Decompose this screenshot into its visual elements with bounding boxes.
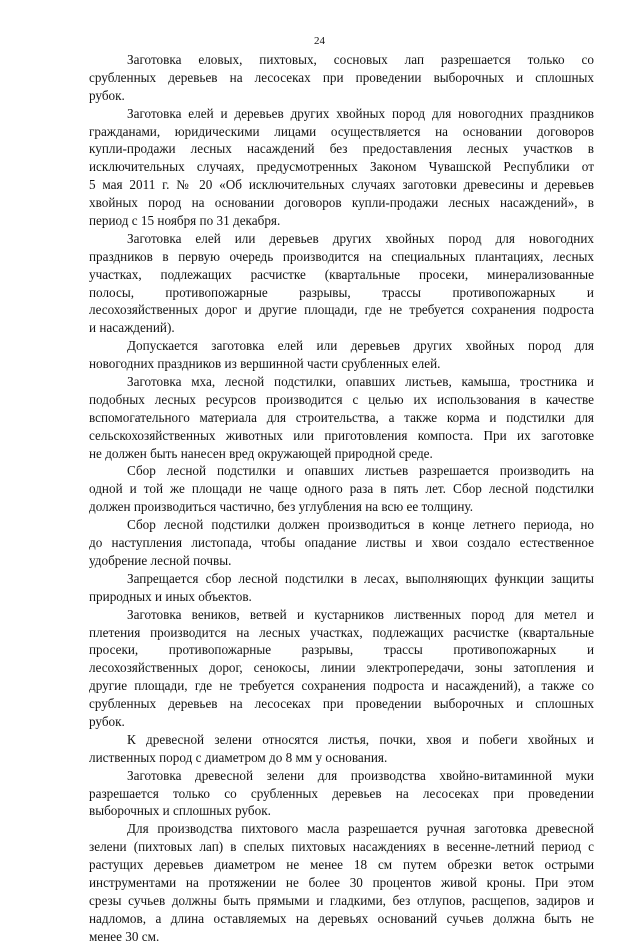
text-line: рубок.	[89, 87, 125, 103]
text-line: новогодних праздников из вершинной части срубленных елей.	[89, 356, 441, 372]
paragraph	[89, 51, 594, 105]
text-line: просеки, противопожарные разрывы, трассы противопожарных и	[89, 642, 594, 658]
text-line: до наступления листопада, чтобы опадание листвы и хвои создало естественное	[89, 535, 594, 551]
text-line: праздников в первую очередь производится на специальных плантациях, лесных	[89, 248, 594, 264]
paragraph	[89, 570, 594, 606]
text-line: другие площади, где не требуется сохранения подроста и насаждений), а также со	[89, 678, 594, 694]
text-line: разрешается только со срубленных деревьев на лесосеках при проведении	[89, 785, 594, 801]
text-line: Заготовка еловых, пихтовых, сосновых лап разрешается только со	[127, 52, 594, 67]
text-line: гражданами, юридическими лицами осуществляется на основании договоров	[89, 123, 594, 139]
text-line: Для производства пихтового масла разрешается ручная заготовка древесной	[127, 821, 594, 837]
body-text	[89, 51, 594, 946]
text-line: купли-продажи лесных насаждений без предоставления лесных участков в	[89, 141, 594, 157]
text-line: Заготовка елей и деревьев других хвойных пород для новогодних праздников	[127, 105, 594, 121]
text-line: хвойных пород на основании договоров купли-продажи лесных насаждений», в	[89, 195, 594, 211]
paragraph	[89, 337, 594, 373]
text-line: Запрещается сбор лесной подстилки в лесах, выполняющих функции защиты	[127, 570, 594, 586]
text-line: должен производиться частично, без углубления на всю ее толщину.	[89, 499, 473, 515]
text-line: Сбор лесной подстилки должен производиться в конце летнего периода, но	[127, 517, 594, 533]
text-line: выборочных и сплошных рубок.	[89, 803, 271, 819]
text-line: К древесной зелени относятся листья, почки, хвоя и побеги хвойных и	[127, 731, 594, 747]
text-line: зелени (пихтовых лап) в спелых пихтовых насаждениях в весенне-летний период с	[89, 839, 594, 855]
text-line: полосы, противопожарные разрывы, трассы противопожарных и	[89, 284, 594, 300]
text-line: лесохозяйственных дорог, сенокосы, линии электропередачи, зоны затопления и	[89, 660, 594, 676]
text-line: рубок.	[89, 713, 125, 729]
paragraph	[89, 516, 594, 570]
text-line: Заготовка елей или деревьев других хвойных пород для новогодних	[127, 230, 594, 246]
text-line: 5 мая 2011 г. № 20 «Об исключительных случаях заготовки древесины и деревьев	[89, 177, 594, 193]
paragraph	[89, 731, 594, 767]
text-line: инструментами на протяжении не более 30 процентов живой кроны. При этом	[89, 874, 594, 890]
text-line: Заготовка древесной зелени для производства хвойно-витаминной муки	[127, 767, 594, 783]
page-number: 24	[314, 35, 325, 47]
text-line: подобных лесных ресурсов производится с целью их использования в качестве	[89, 391, 594, 407]
paragraph	[89, 230, 594, 337]
text-line: срубленных деревьев на лесосеках при проведении выборочных и сплошных	[89, 69, 594, 85]
text-line: одной и той же площади не чаще одного раза в пять лет. Сбор лесной подстилки	[89, 481, 594, 497]
paragraph	[89, 606, 594, 731]
text-line: и насаждений).	[89, 320, 175, 336]
text-line: сельскохозяйственных животных или приготовления компоста. При их заготовке	[89, 427, 594, 443]
paragraph	[89, 767, 594, 821]
text-line: срубленных деревьев на лесосеках при проведении выборочных и сплошных	[89, 696, 594, 712]
text-line: срезы сучьев должны быть прямыми и гладкими, без отлупов, расщепов, задиров и	[89, 892, 594, 908]
text-line: Заготовка веников, ветвей и кустарников лиственных пород для метел и	[127, 606, 594, 622]
text-line: исключительных случаях, предусмотренных Законом Чувашской Республики от	[89, 159, 594, 175]
text-line: Сбор лесной подстилки и опавших листьев разрешается производить на	[127, 463, 594, 479]
paragraph	[89, 373, 594, 462]
text-line: вспомогательного материала для строительства, а также корма и подстилки для	[89, 409, 594, 425]
text-line: период с 15 ноября по 31 декабря.	[89, 213, 281, 229]
text-line: участках, подлежащих расчистке (квартальные просеки, минерализованные	[89, 266, 594, 282]
text-line: удобрение лесной почвы.	[89, 552, 232, 568]
text-line: лиственных пород с диаметром до 8 мм у основания.	[89, 749, 388, 765]
text-line: природных и иных объектов.	[89, 588, 252, 604]
paragraph	[89, 820, 594, 945]
paragraph	[89, 105, 594, 230]
text-line: растущих деревьев диаметром не менее 18 см путем обрезки веток острыми	[89, 857, 594, 873]
text-line: надломов, а длина оставляемых на деревьях оснований сучьев должна быть не	[89, 910, 594, 926]
text-line: плетения производится на лесных участках, подлежащих расчистке (квартальные	[89, 624, 594, 640]
paragraph	[89, 462, 594, 516]
text-line: менее 30 см.	[89, 928, 160, 944]
text-line: не должен быть нанесен вред окружающей природной среде.	[89, 445, 433, 461]
text-line: лесохозяйственных дорог и другие площади, где не требуется сохранения подроста	[89, 302, 594, 318]
text-line: Заготовка мха, лесной подстилки, опавших листьев, камыша, тростника и	[127, 374, 594, 390]
text-line: Допускается заготовка елей или деревьев других хвойных пород для	[127, 338, 594, 354]
